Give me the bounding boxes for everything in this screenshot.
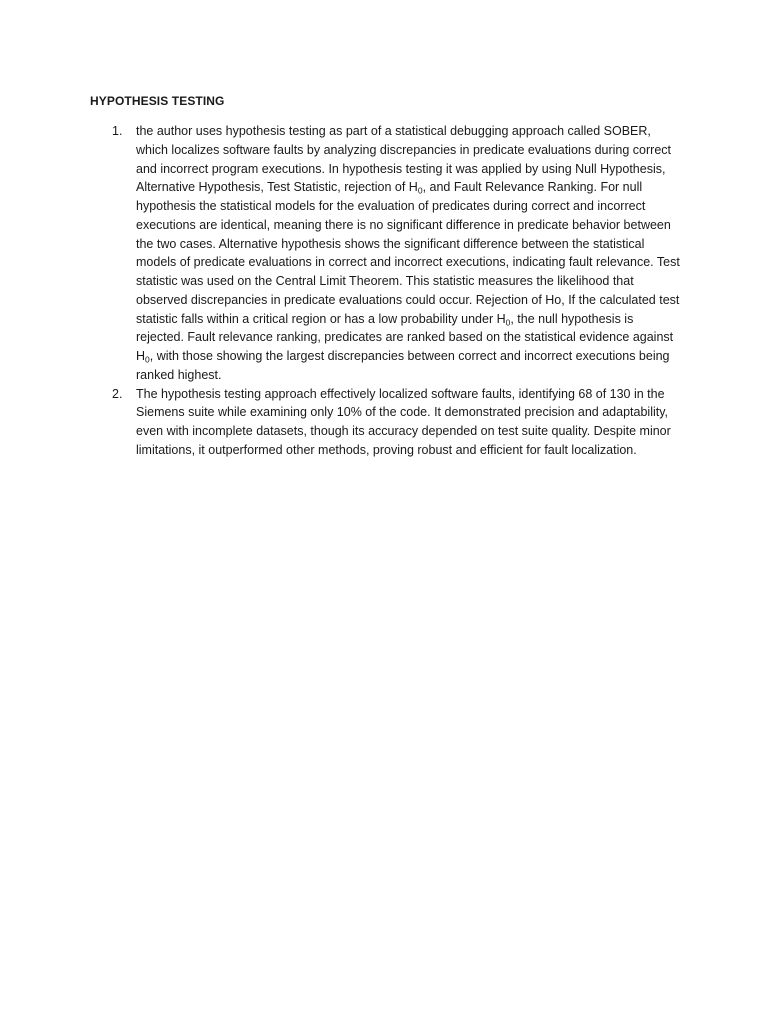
text-segment: , and Fault Relevance Ranking. For null hypothesis the statistical models for the evaluation of predicates during correct and incorrect executions are identical, meaning there is no significant difference in predicate behavior between the two cases. Alternative hypothesis shows the significant difference between the statistical models of predicate evaluations in correct and incorrect executions, indicating fault relevance. Test statistic was used on the Central Limit Theorem. This statistic measures the likelihood that observed discrepancies in predicate evaluations could occur. Rejection of Ho, If the calculated test statistic falls within a critical region or has a low probability under H	[136, 180, 680, 326]
subscript: 0	[417, 185, 423, 196]
subscript: 0	[505, 317, 511, 328]
list-item-number: 2.	[112, 386, 123, 401]
text-segment: , with those showing the largest discrepancies between correct and incorrect executions being ranked highest.	[136, 349, 670, 382]
list-item	[112, 385, 681, 460]
numbered-list	[112, 122, 681, 460]
paragraph-text	[136, 124, 680, 382]
paragraph-text: The hypothesis testing approach effectively localized software faults, identifying 68 of 130 in the Siemens suite while examining only 10% of the code. It demonstrated precision and adaptability, even with incomplete datasets, though its accuracy depended on test suite quality. Despite minor limitations, it outperformed other methods, proving robust and efficient for fault localization.	[136, 386, 671, 457]
list-item-number: 1.	[112, 124, 123, 138]
text-segment: the author uses hypothesis testing as part of a statistical debugging approach called SOBER, which localizes software faults by analyzing discrepancies in predicate evaluations during correct and incorrect program executions. In hypothesis testing it was applied by using Null Hypothesis, Alternative Hypothesis, Test Statistic, rejection of H	[136, 124, 671, 195]
document-heading: HYPOTHESIS TESTING	[90, 94, 225, 108]
text-segment: , the null hypothesis is rejected. Fault relevance ranking, predicates are ranked based on the statistical evidence against H	[136, 311, 674, 363]
subscript: 0	[145, 354, 150, 365]
list-item	[112, 122, 681, 385]
